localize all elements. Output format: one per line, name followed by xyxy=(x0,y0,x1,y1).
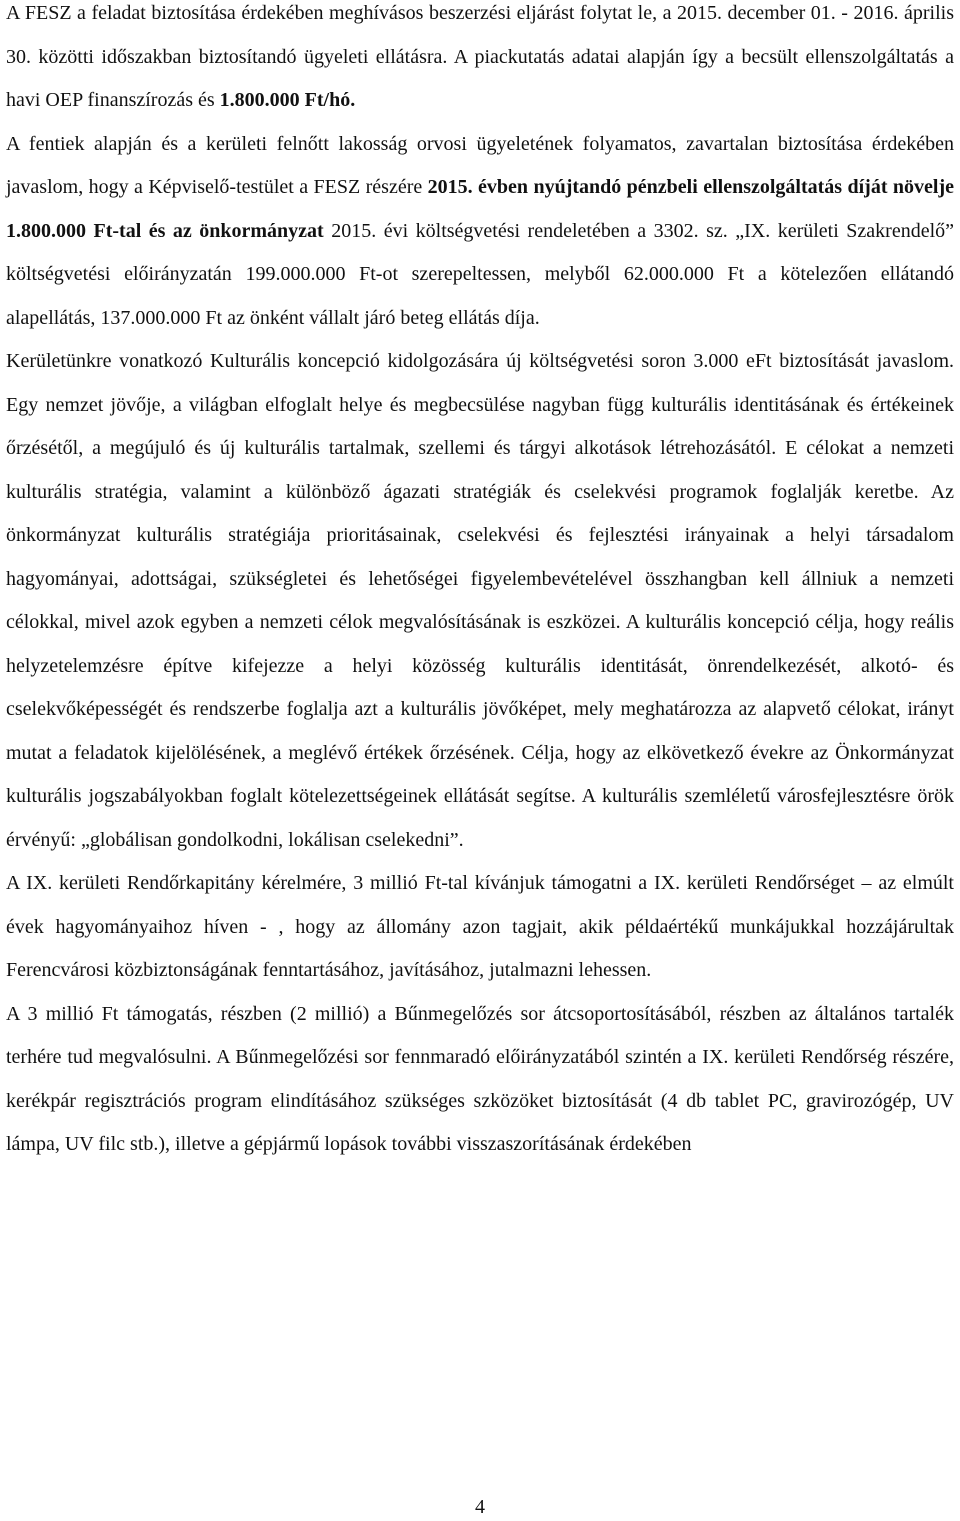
paragraph-fesz-procurement xyxy=(6,0,954,123)
paragraph-crime-prevention xyxy=(6,993,954,1167)
text-run: A FESZ a feladat biztosítása érdekében meghívásos beszerzési eljárást folytat le, a 2015. december 01. - 2016. április 30. közötti időszakban biztosítandó ügyeleti ellátásra. A piackutatás adatai alapján így a becsült ellenszolgáltatás a havi OEP finanszírozás és xyxy=(6,2,954,111)
text-run: A 3 millió Ft támogatás, részben (2 millió) a Bűnmegelőzés sor átcsoportosításából, részben az általános tartalék terhére tud megvalósulni. A Bűnmegelőzési sor fennmaradó előirányzatából szintén a IX. kerületi Rendőrség részére, kerékpár regisztrációs program elindításához szükséges szközöket biztosítását (4 db tablet PC, gravirozógép, UV lámpa, UV filc stb.), illetve a gépjármű lopások további visszaszorításának érdekében xyxy=(6,1002,954,1155)
paragraph-police-support xyxy=(6,862,954,993)
text-run: Kerületünkre vonatkozó Kulturális koncepció kidolgozására új költségvetési soron 3.000 eFt biztosítását javaslom. Egy nemzet jövője, a világban elfoglalt helye és megbecsülése nagyban függ kulturális identitásának és értékeinek őrzésétől, a megújuló és új kulturális tartalmak, szellemi és tárgyi alkotások létrehozásától. E célokat a nemzeti kulturális stratégia, valamint a különböző ágazati stratégiák és cselekvési programok foglalják keretbe. Az önkormányzat kulturális stratégiája prioritásainak, cselekvési és fejlesztési irányainak a helyi társadalom hagyományai, adottságai, szükségletei és lehetőségei figyelembevételével összhangban kell állniuk a nemzeti célokkal, mivel azok egyben a nemzeti célok megvalósításának is eszközei. A kulturális koncepció célja, hogy reális helyzetelemzésre építve kifejezze a helyi közösség kulturális identitását, önrendelkezését, alkotó- és cselekvőképességét és rendszerbe foglalja azt a kulturális jövőképet, mely meghatározza az alapvető célokat, irányt mutat a feladatok kijelölésének, a meglévő értékek őrzésének. Célja, hogy az elkövetkező évekre az Önkormányzat kulturális jogszabályokban foglalt kötelezettségeinek ellátását segítse. A kulturális szemléletű városfejlesztésre örök érvényű: „globálisan gondolkodni, lokálisan cselekedni”. xyxy=(6,350,954,851)
page-number: 4 xyxy=(475,1496,485,1518)
bold-proposal-increase: 2015. évben nyújtandó pénzbeli ellenszolgáltatás díját növelje 1.800.000 Ft-tal és az önkormányzat xyxy=(6,176,954,242)
text-run: A IX. kerületi Rendőrkapitány kérelmére, 3 millió Ft-tal kívánjuk támogatni a IX. kerületi Rendőrséget – az elmúlt évek hagyományaihoz híven - , hogy az állomány azon tagjait, akik példaértékű munkájukkal hozzájárultak Ferencvárosi közbiztonságának fenntartásához, javításához, jutalmazni lehessen. xyxy=(6,872,954,981)
bold-amount-monthly: 1.800.000 Ft/hó. xyxy=(219,89,356,111)
text-run: A fentiek alapján és a kerületi felnőtt lakosság orvosi ügyeletének folyamatos, zavartalan biztosítása érdekében javaslom, hogy a Képviselő-testület a FESZ részére xyxy=(6,132,954,198)
document-page xyxy=(6,0,954,1167)
paragraph-cultural-concept xyxy=(6,340,954,862)
paragraph-proposal-fesz xyxy=(6,123,954,341)
text-run: 2015. évi költségvetési rendeletében a 3302. sz. „IX. kerületi Szakrendelő” költségvetési előirányzatán 199.000.000 Ft-ot szerepeltessen, melyből 62.000.000 Ft a kötelezően ellátandó alapellátás, 137.000.000 Ft az önként vállalt járó beteg ellátás díja. xyxy=(6,219,955,329)
